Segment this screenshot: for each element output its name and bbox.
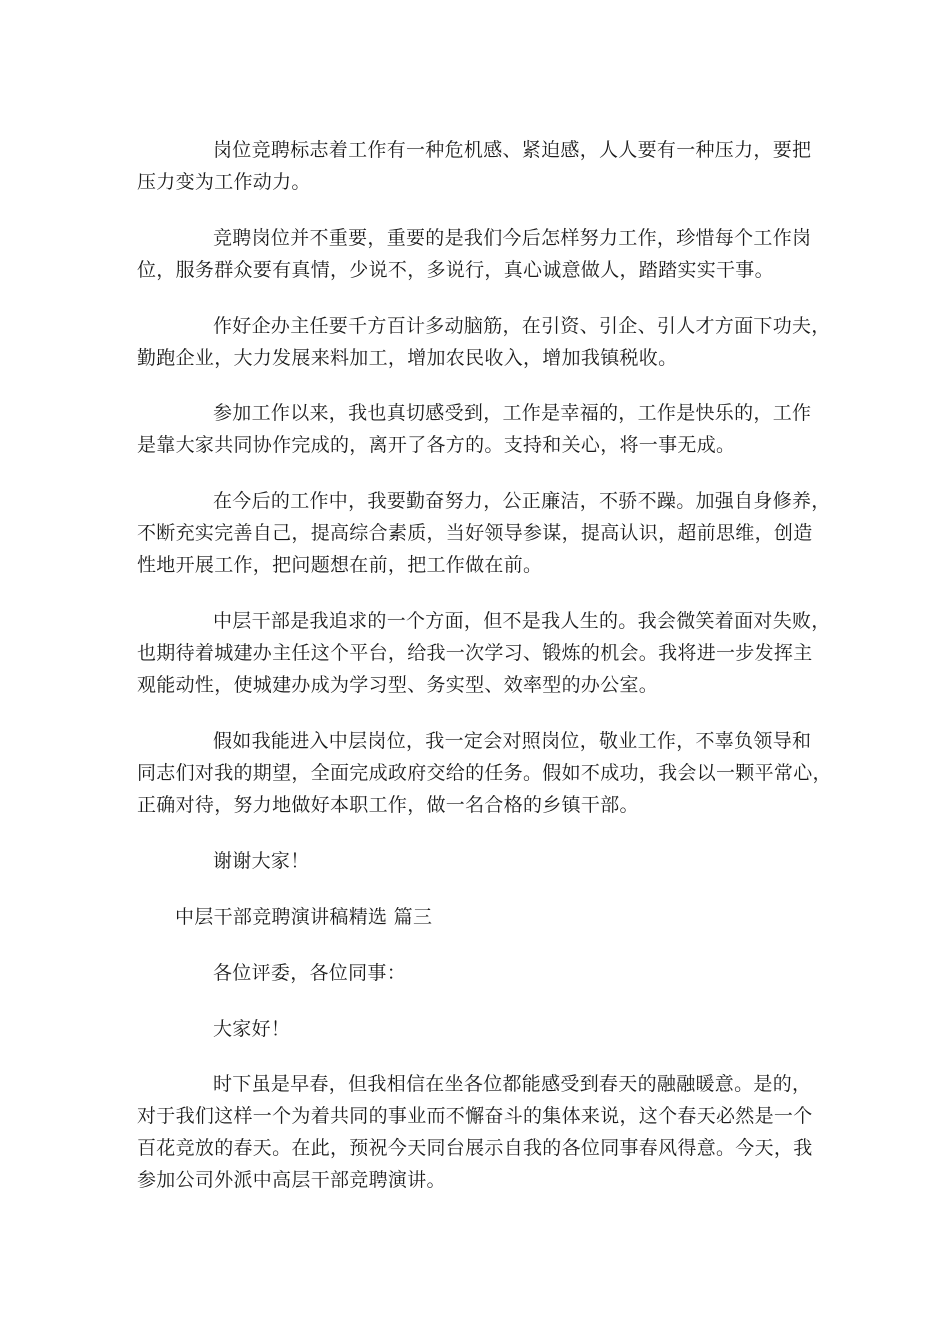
paragraph-7-line-2: 同志们对我的期望，全面完成政府交给的任务。假如不成功，我会以一颗平常心， <box>137 762 832 784</box>
paragraph-1-line-1: 岗位竞聘标志着工作有一种危机感、紧迫感，人人要有一种压力，要把 <box>213 139 812 161</box>
paragraph-7-line-1: 假如我能进入中层岗位，我一定会对照岗位，敬业工作，不辜负领导和 <box>213 730 812 752</box>
paragraph-3-line-1: 作好企办主任要千方百计多动脑筋，在引资、引企、引人才方面下功夫， <box>213 315 831 337</box>
paragraph-5-line-3: 性地开展工作，把问题想在前，把工作做在前。 <box>137 554 543 576</box>
paragraph-final-line-3: 百花竞放的春天。在此，预祝今天同台展示自我的各位同事春风得意。今天，我 <box>137 1137 813 1159</box>
greeting: 大家好！ <box>213 1018 291 1040</box>
closing-thanks: 谢谢大家！ <box>213 850 310 872</box>
paragraph-7-line-3: 正确对待，努力地做好本职工作，做一名合格的乡镇干部。 <box>137 794 639 816</box>
paragraph-6-line-1: 中层干部是我追求的一个方面，但不是我人生的。我会微笑着面对失败， <box>213 610 831 632</box>
paragraph-2-line-1: 竞聘岗位并不重要，重要的是我们今后怎样努力工作，珍惜每个工作岗 <box>213 227 812 249</box>
paragraph-4-line-1: 参加工作以来，我也真切感受到，工作是幸福的，工作是快乐的，工作 <box>213 402 812 424</box>
paragraph-6-line-3: 观能动性，使城建办成为学习型、务实型、效率型的办公室。 <box>137 674 659 696</box>
paragraph-5-line-2: 不断充实完善自己，提高综合素质，当好领导参谋，提高认识，超前思维，创造 <box>137 522 813 544</box>
paragraph-final-line-4: 参加公司外派中高层干部竞聘演讲。 <box>137 1169 446 1191</box>
paragraph-5-line-1: 在今后的工作中，我要勤奋努力，公正廉洁，不骄不躁。加强自身修养， <box>213 490 831 512</box>
section-heading: 中层干部竞聘演讲稿精选 篇三 <box>175 906 433 928</box>
paragraph-final-line-2: 对于我们这样一个为着共同的事业而不懈奋斗的集体来说，这个春天必然是一个 <box>137 1105 813 1127</box>
paragraph-4-line-2: 是靠大家共同协作完成的，离开了各方的。支持和关心，将一事无成。 <box>137 434 736 456</box>
salutation: 各位评委，各位同事： <box>213 962 407 984</box>
paragraph-6-line-2: 也期待着城建办主任这个平台，给我一次学习、锻炼的机会。我将进一步发挥主 <box>137 642 813 664</box>
paragraph-3-line-2: 勤跑企业，大力发展来料加工，增加农民收入，增加我镇税收。 <box>137 347 678 369</box>
paragraph-2-line-2: 位，服务群众要有真情，少说不，多说行，真心诚意做人，踏踏实实干事。 <box>137 259 774 281</box>
paragraph-final-line-1: 时下虽是早春，但我相信在坐各位都能感受到春天的融融暖意。是的， <box>213 1073 812 1095</box>
paragraph-1-line-2: 压力变为工作动力。 <box>137 171 311 193</box>
